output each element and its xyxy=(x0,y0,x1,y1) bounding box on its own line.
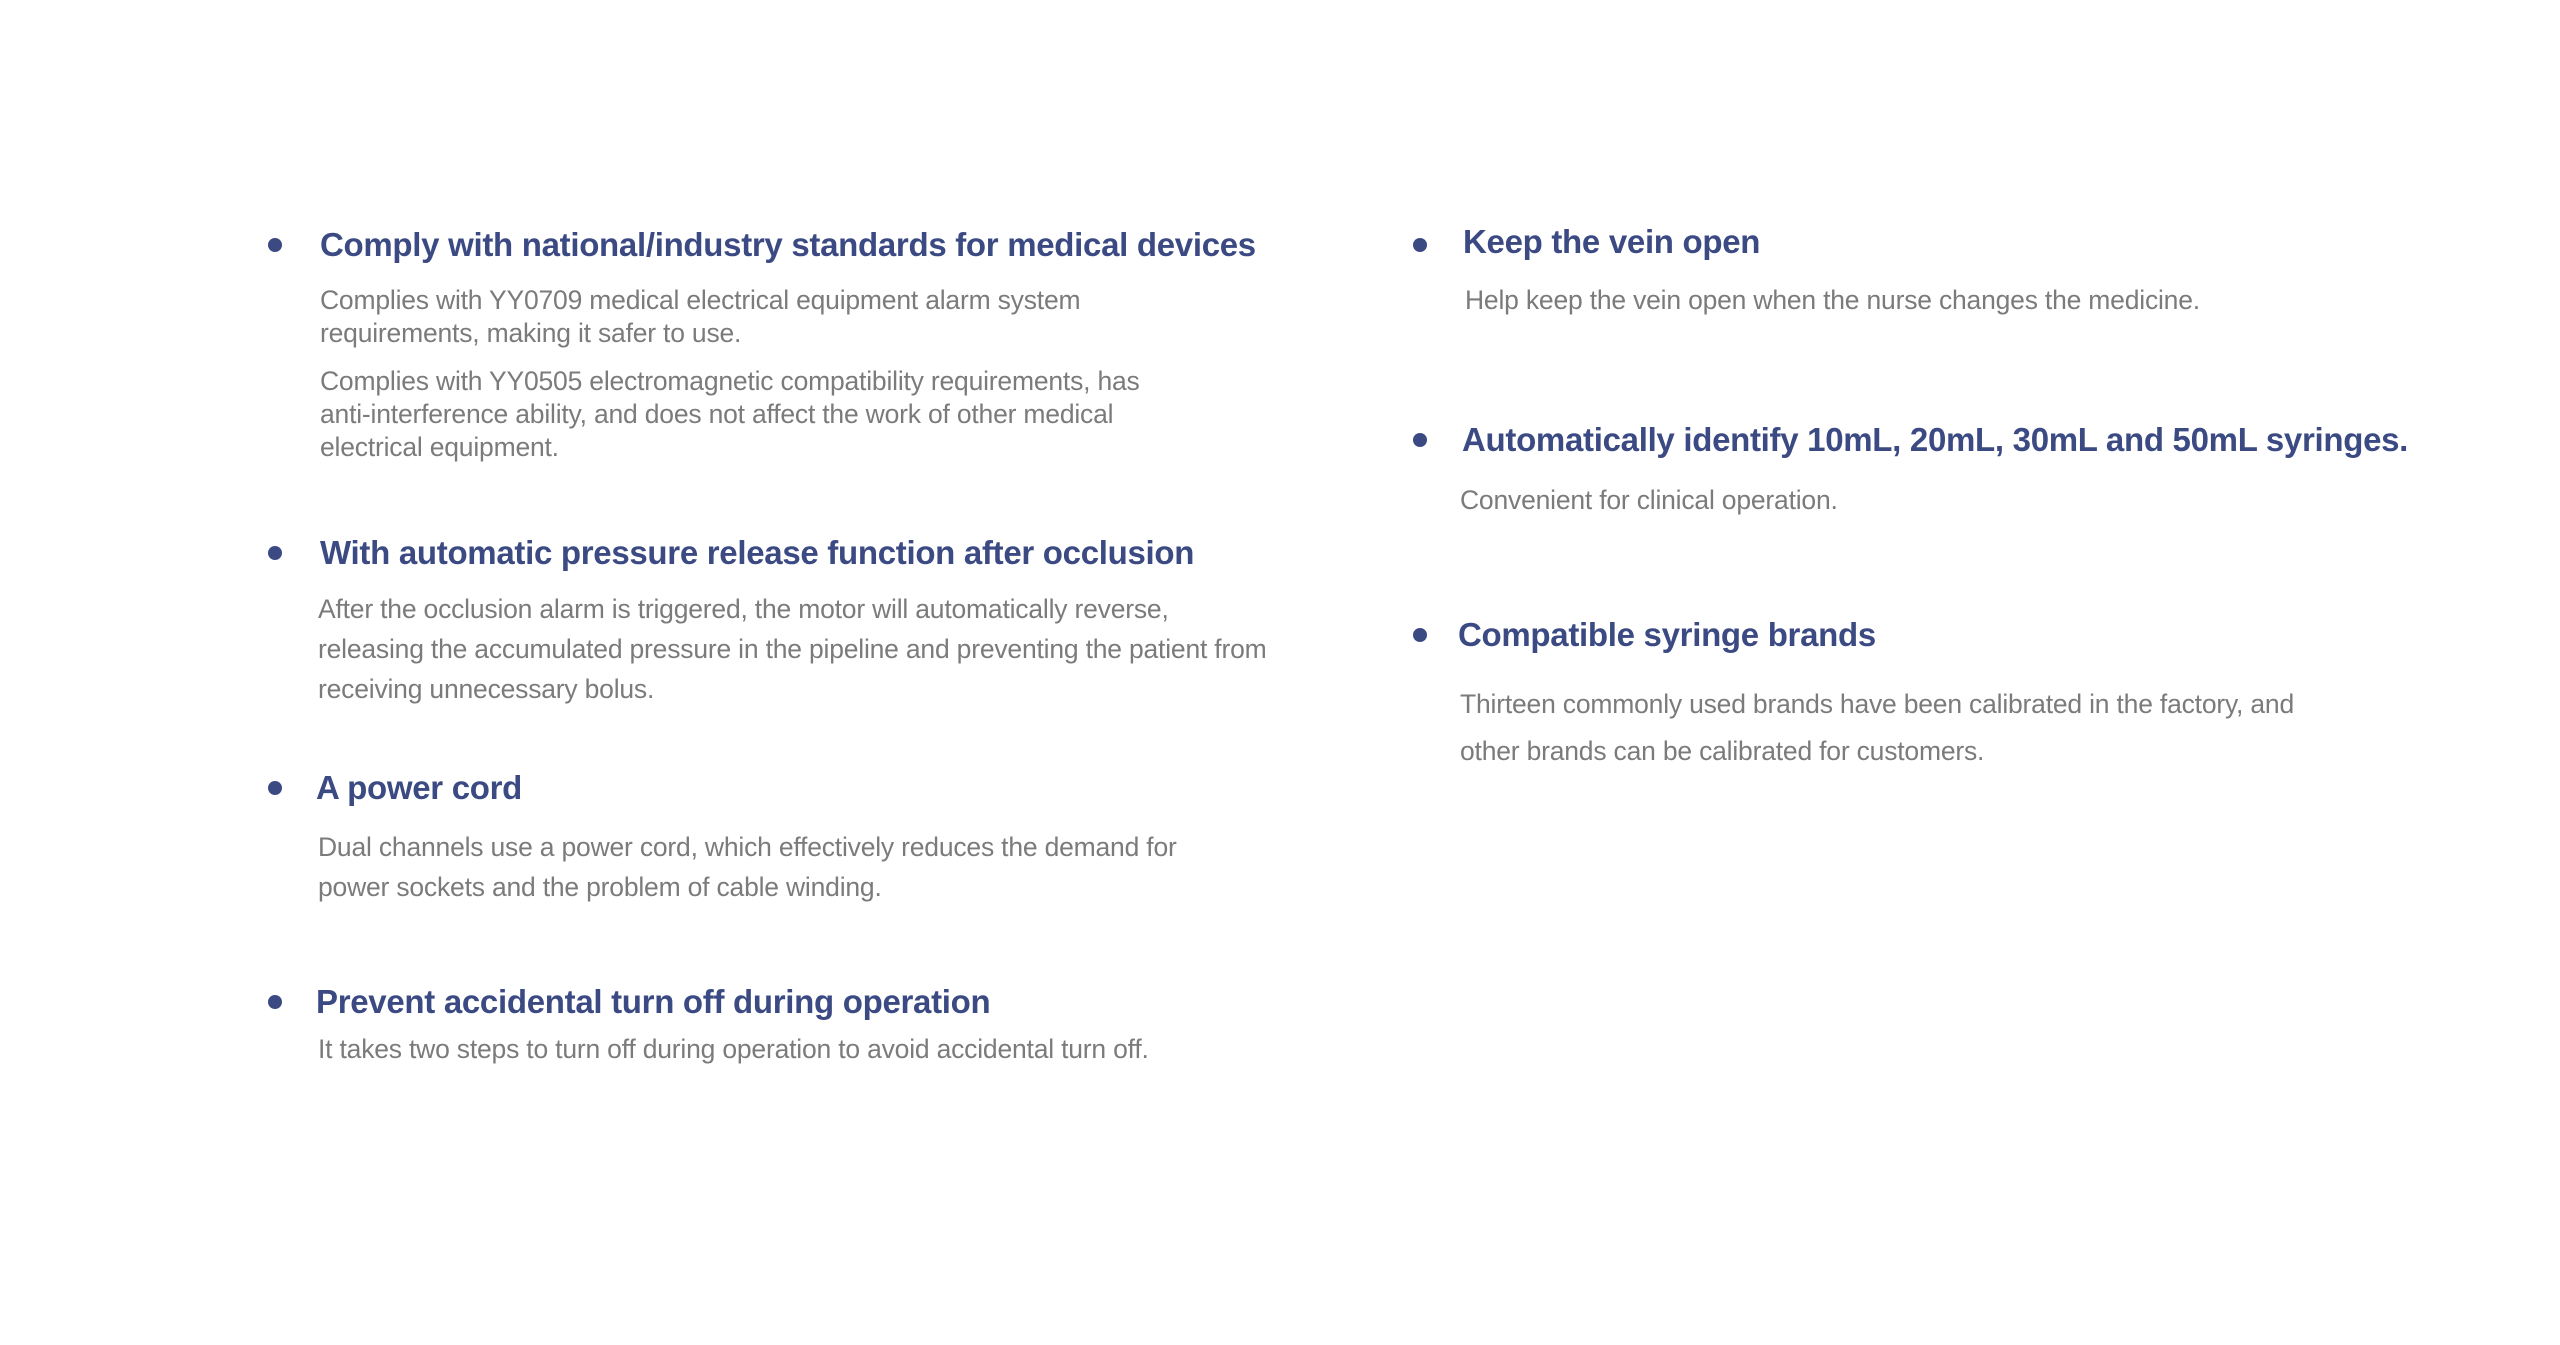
feature-description: Dual channels use a power cord, which effectively reduces the demand for power sockets and the problem of cable winding. xyxy=(318,832,1177,902)
feature-title: Keep the vein open xyxy=(1463,223,1761,260)
feature-title: A power cord xyxy=(316,769,523,806)
feature-title: Prevent accidental turn off during operation xyxy=(316,983,991,1020)
feature-description: It takes two steps to turn off during operation to avoid accidental turn off. xyxy=(318,1034,1149,1064)
bullet-dot xyxy=(268,238,282,252)
feature-description: After the occlusion alarm is triggered, the motor will automatically reverse, releasing the accumulated pressure in the pipeline and preventing the patient from receiving unnecessary bolus. xyxy=(318,594,1267,704)
bullet-dot xyxy=(268,546,282,560)
feature-title: Compatible syringe brands xyxy=(1458,616,1876,653)
feature-description: Complies with YY0709 medical electrical equipment alarm system requirements, making it safer to use. xyxy=(320,285,1081,348)
bullet-dot xyxy=(1413,433,1427,447)
bullet-dot xyxy=(1413,238,1427,252)
bullet-dot xyxy=(268,781,282,795)
feature-description: Complies with YY0505 electromagnetic compatibility requirements, has anti-interference ability, and does not affect the work of other medical electrical equipment. xyxy=(320,366,1140,462)
feature-description: Thirteen commonly used brands have been calibrated in the factory, and other brands can be calibrated for customers. xyxy=(1460,689,2295,766)
bullet-dot xyxy=(268,995,282,1009)
feature-title: With automatic pressure release function after occlusion xyxy=(320,534,1195,571)
feature-description: Help keep the vein open when the nurse changes the medicine. xyxy=(1465,285,2200,315)
feature-title: Comply with national/industry standards for medical devices xyxy=(320,226,1256,263)
feature-description: Convenient for clinical operation. xyxy=(1460,485,1838,515)
feature-title: Automatically identify 10mL, 20mL, 30mL and 50mL syringes. xyxy=(1462,421,2409,458)
bullet-dot xyxy=(1413,628,1427,642)
